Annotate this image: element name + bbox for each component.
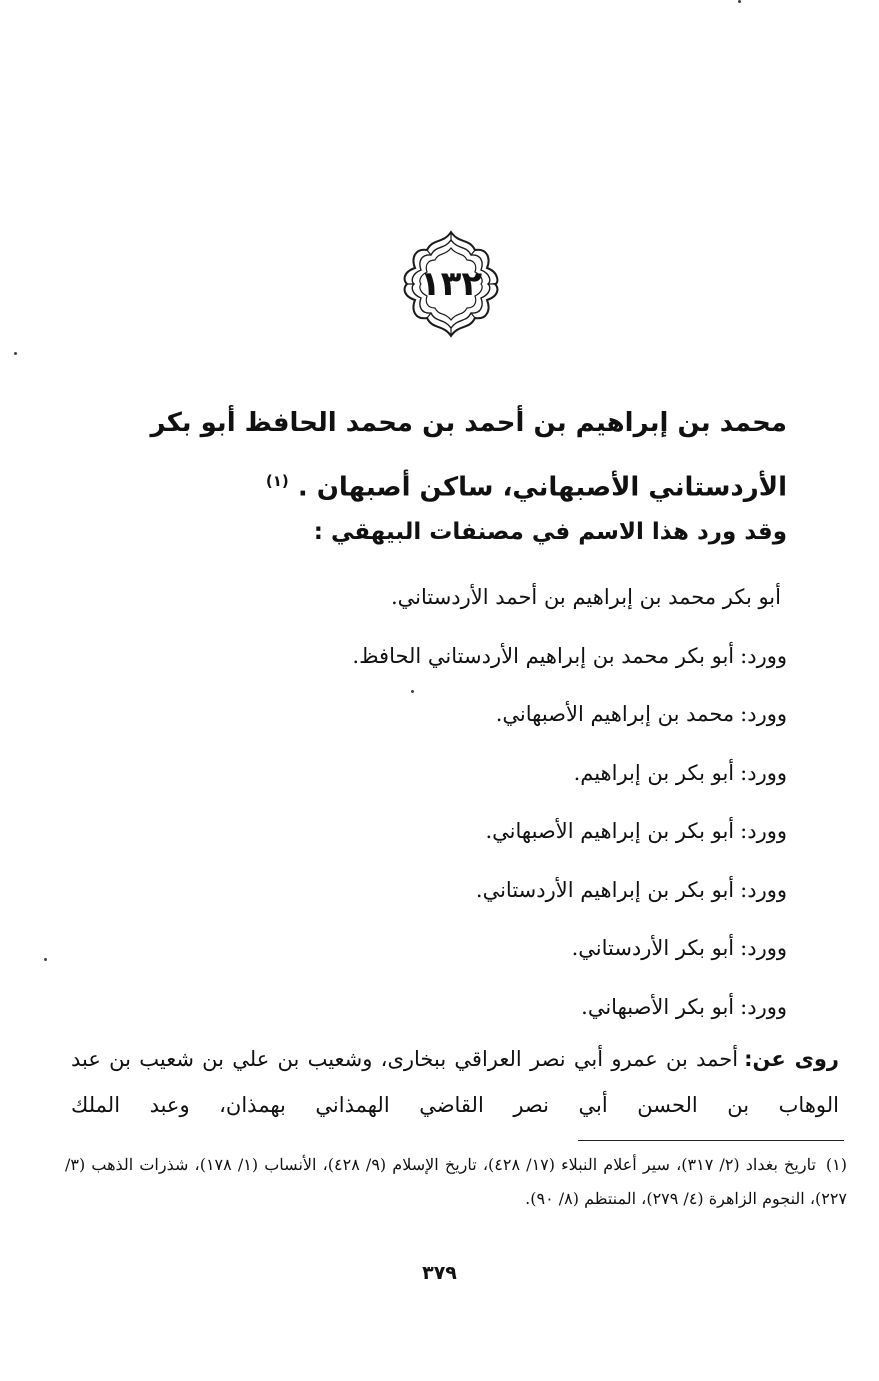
variant-text: أبو بكر محمد بن إبراهيم بن أحمد الأردستاني. bbox=[390, 585, 781, 609]
footnote-separator bbox=[578, 1140, 844, 1141]
variant-text: محمد بن إبراهيم الأصبهاني. bbox=[495, 702, 735, 726]
variants-intro: وقد ورد هذا الاسم في مصنفات البيهقي : bbox=[313, 519, 787, 545]
scan-speck bbox=[44, 958, 47, 961]
entry-number-ornament bbox=[395, 228, 507, 340]
name-variant bbox=[87, 984, 787, 1043]
name-variant bbox=[87, 574, 787, 633]
footnote-text: تاريخ بغداد (٢/ ٣١٧)، سير أعلام النبلاء (١٧/ ٤٢٨)، تاريخ الإسلام (٩/ ٤٢٨)، الأنساب (١/ ١٧٨)، شذرات الذهب (٣/ ٢٢٧)، النجوم الزاهرة (٤/ ٢٧٩)، المنتظم (٨/ ٩٠). bbox=[65, 1155, 847, 1208]
entry-title-text: محمد بن إبراهيم بن أحمد بن محمد الحافظ أبو بكر الأردستاني الأصبهاني، ساكن أصبهان . bbox=[150, 408, 787, 503]
footnote-reference: (١) bbox=[265, 472, 289, 490]
name-variants-list bbox=[87, 574, 787, 1042]
variant-prefix: وورد: bbox=[740, 936, 787, 960]
variant-text: أبو بكر الأصبهاني. bbox=[581, 994, 735, 1019]
variant-text: أبو بكر الأردستاني. bbox=[571, 936, 735, 960]
variant-prefix: وورد: bbox=[740, 877, 787, 902]
name-variant bbox=[87, 808, 787, 867]
name-variant bbox=[87, 750, 787, 809]
entry-title bbox=[97, 394, 787, 517]
variant-prefix: وورد: bbox=[740, 819, 787, 843]
entry-number: ١٣٢ bbox=[419, 264, 483, 304]
variant-prefix: وورد: bbox=[740, 643, 787, 668]
variant-prefix: وورد: bbox=[740, 702, 787, 726]
name-variant bbox=[87, 633, 787, 692]
variant-prefix: وورد: bbox=[740, 760, 787, 785]
narration-text: أحمد بن عمرو أبي نصر العراقي ببخارى، وشعيب بن علي بن شعيب بن عبد الوهاب بن الحسن أبي نصر القاضي الهمذاني بهمذان، وعبد الملك bbox=[71, 1047, 839, 1117]
name-variant bbox=[87, 867, 787, 926]
footnote-number: (١) bbox=[825, 1155, 847, 1174]
name-variant bbox=[87, 925, 787, 984]
variant-text: أبو بكر بن إبراهيم. bbox=[573, 760, 735, 785]
narration-label: روى عن: bbox=[744, 1047, 840, 1071]
footnote bbox=[65, 1148, 847, 1216]
variant-text: أبو بكر بن إبراهيم الأردستاني. bbox=[475, 877, 735, 902]
narration-paragraph bbox=[71, 1036, 839, 1128]
page-number: ٣٧٩ bbox=[422, 1262, 457, 1284]
variant-text: أبو بكر بن إبراهيم الأصبهاني. bbox=[485, 819, 735, 843]
scan-speck bbox=[738, 0, 741, 3]
scan-speck bbox=[411, 690, 414, 693]
variant-prefix: وورد: bbox=[740, 994, 787, 1019]
variant-text: أبو بكر محمد بن إبراهيم الأردستاني الحافظ. bbox=[352, 643, 735, 668]
name-variant bbox=[87, 691, 787, 750]
scan-speck bbox=[14, 352, 17, 355]
